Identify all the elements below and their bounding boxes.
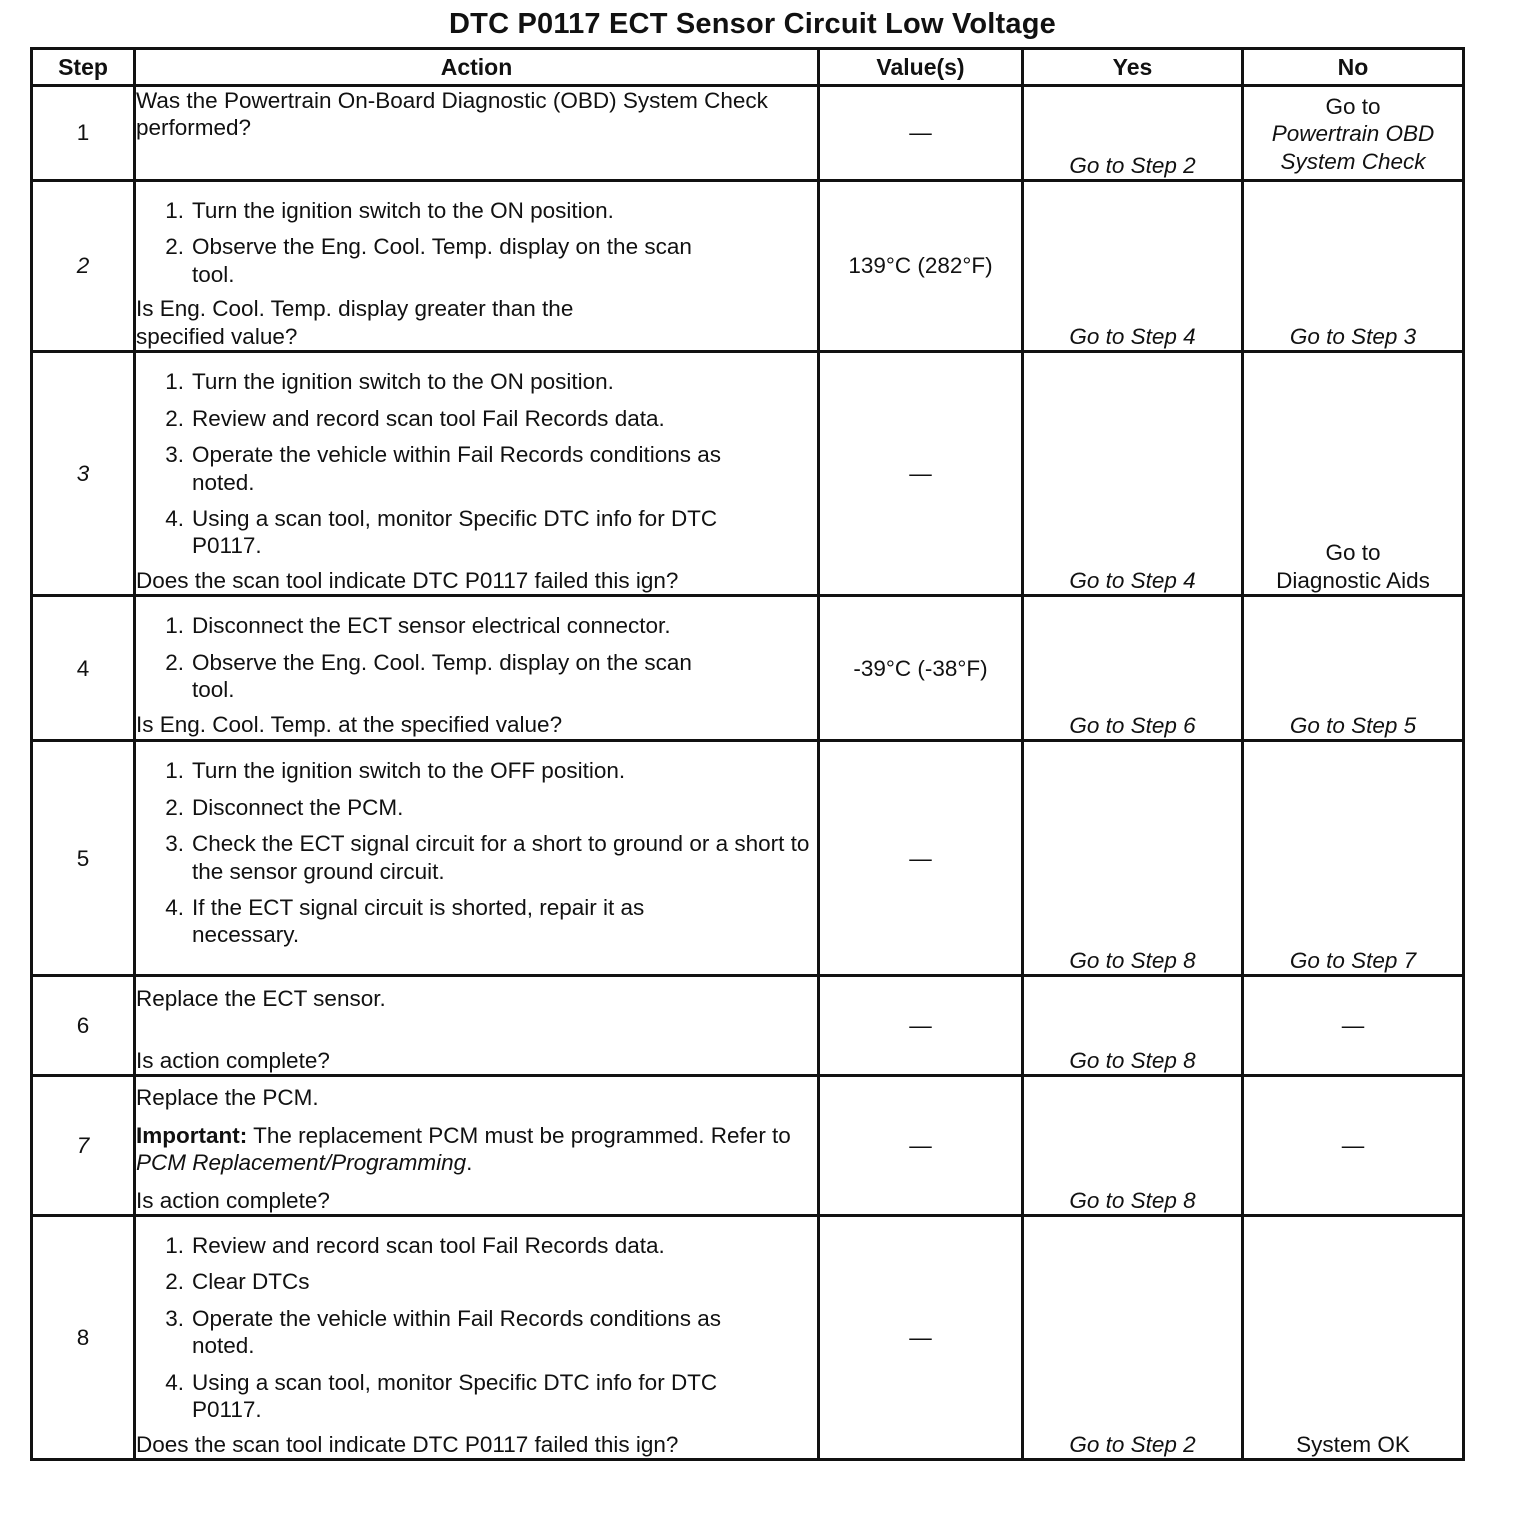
yes-goto: Go to Step 4 bbox=[1069, 567, 1196, 593]
table-row bbox=[32, 86, 1464, 181]
action-cell bbox=[135, 352, 819, 596]
yes-cell bbox=[1023, 976, 1243, 1076]
value-cell: — bbox=[819, 976, 1023, 1076]
action-question: Does the scan tool indicate DTC P0117 failed this ign? bbox=[136, 1431, 679, 1457]
yes-cell bbox=[1023, 741, 1243, 976]
step-number: 6 bbox=[32, 976, 135, 1076]
no-cell bbox=[1243, 181, 1464, 352]
action-step-item: Operate the vehicle within Fail Records conditions as noted. bbox=[192, 442, 722, 495]
yes-goto: Go to Step 2 bbox=[1069, 1431, 1196, 1457]
yes-cell bbox=[1023, 1076, 1243, 1216]
action-text: Replace the ECT sensor. bbox=[136, 986, 386, 1012]
action-cell bbox=[135, 86, 819, 181]
yes-cell bbox=[1023, 86, 1243, 181]
action-step-item: Turn the ignition switch to the ON position. bbox=[192, 369, 614, 395]
value-cell: — bbox=[819, 1216, 1023, 1460]
header-step: Step bbox=[32, 49, 135, 86]
no-goto: Go to Step 3 bbox=[1289, 323, 1417, 349]
action-step-item: If the ECT signal circuit is shorted, repair it as necessary. bbox=[192, 895, 645, 948]
table-row bbox=[32, 181, 1464, 352]
action-question: Is action complete? bbox=[136, 1187, 330, 1213]
yes-goto: Go to Step 8 bbox=[1069, 1047, 1196, 1073]
header-no: No bbox=[1243, 49, 1464, 86]
action-step-item: Review and record scan tool Fail Records data. bbox=[192, 1233, 665, 1258]
action-steps bbox=[136, 1232, 817, 1424]
action-cell bbox=[135, 741, 819, 976]
action-step-item: Using a scan tool, monitor Specific DTC info for DTC P0117. bbox=[192, 505, 718, 559]
no-cell bbox=[1243, 741, 1464, 976]
step-number: 1 bbox=[32, 86, 135, 181]
header-yes: Yes bbox=[1023, 49, 1243, 86]
action-steps bbox=[136, 368, 817, 560]
value-cell: — bbox=[819, 352, 1023, 596]
important-reference: PCM Replacement/Programming bbox=[136, 1150, 467, 1176]
table-header-row bbox=[32, 49, 1464, 86]
action-step-item: Turn the ignition switch to the OFF position. bbox=[192, 758, 626, 784]
yes-cell bbox=[1023, 181, 1243, 352]
important-label: Important: bbox=[136, 1122, 248, 1148]
action-step-item: Observe the Eng. Cool. Temp. display on the scan tool. bbox=[192, 649, 692, 703]
action-question: Does the scan tool indicate DTC P0117 failed this ign? bbox=[136, 567, 679, 593]
step-number: 3 bbox=[32, 352, 135, 596]
no-goto: Go to Step 5 bbox=[1289, 712, 1417, 738]
table-row bbox=[32, 596, 1464, 741]
no-line1: Go to bbox=[1325, 540, 1381, 566]
yes-goto: Go to Step 2 bbox=[1069, 152, 1196, 178]
action-text: Was the Powertrain On-Board Diagnostic (OBD) System Check performed? bbox=[136, 88, 768, 141]
action-question: Is Eng. Cool. Temp. at the specified value? bbox=[136, 711, 563, 737]
action-step-item: Observe the Eng. Cool. Temp. display on the scan tool. bbox=[192, 234, 692, 287]
action-step-item: Review and record scan tool Fail Records data. bbox=[192, 405, 665, 431]
action-cell bbox=[135, 596, 819, 741]
no-goto: Go to Step 7 bbox=[1289, 947, 1417, 973]
yes-cell bbox=[1023, 596, 1243, 741]
action-step-item: Disconnect the PCM. bbox=[192, 794, 404, 820]
yes-cell bbox=[1023, 1216, 1243, 1460]
action-question: Is action complete? bbox=[136, 1047, 330, 1073]
step-number: 2 bbox=[32, 181, 135, 352]
yes-goto: Go to Step 8 bbox=[1069, 1187, 1196, 1213]
no-cell bbox=[1243, 1216, 1464, 1460]
important-end: . bbox=[466, 1150, 473, 1176]
no-cell bbox=[1243, 352, 1464, 596]
action-cell bbox=[135, 1216, 819, 1460]
no-result: System OK bbox=[1296, 1431, 1410, 1457]
table-row bbox=[32, 1216, 1464, 1460]
action-step-item: Disconnect the ECT sensor electrical connector. bbox=[192, 613, 671, 639]
no-line2: Powertrain OBD System Check bbox=[1271, 121, 1435, 174]
table-row bbox=[32, 976, 1464, 1076]
action-cell bbox=[135, 181, 819, 352]
no-cell: — bbox=[1243, 976, 1464, 1076]
page-title: DTC P0117 ECT Sensor Circuit Low Voltage bbox=[449, 8, 1056, 40]
important-text: The replacement PCM must be programmed. Refer to bbox=[253, 1122, 791, 1148]
no-line1: Go to bbox=[1325, 94, 1381, 119]
table-row bbox=[32, 741, 1464, 976]
yes-goto: Go to Step 8 bbox=[1069, 947, 1196, 973]
action-step-item: Turn the ignition switch to the ON position. bbox=[192, 198, 614, 223]
yes-cell bbox=[1023, 352, 1243, 596]
no-cell: — bbox=[1243, 1076, 1464, 1216]
no-line2: Diagnostic Aids bbox=[1276, 567, 1430, 593]
action-question: Is Eng. Cool. Temp. display greater than the specified value? bbox=[136, 296, 574, 349]
step-number: 7 bbox=[32, 1076, 135, 1216]
action-steps bbox=[136, 197, 817, 288]
value-cell: — bbox=[819, 86, 1023, 181]
value-cell: -39°C (-38°F) bbox=[819, 596, 1023, 741]
step-number: 4 bbox=[32, 596, 135, 741]
action-text: Replace the PCM. bbox=[136, 1085, 319, 1111]
diagnostic-table bbox=[30, 47, 1465, 1461]
yes-goto: Go to Step 6 bbox=[1069, 712, 1196, 738]
no-cell bbox=[1243, 86, 1464, 181]
table-row bbox=[32, 1076, 1464, 1216]
action-step-item: Clear DTCs bbox=[192, 1269, 310, 1295]
action-step-item: Using a scan tool, monitor Specific DTC info for DTC P0117. bbox=[192, 1369, 718, 1423]
yes-goto: Go to Step 4 bbox=[1069, 323, 1196, 349]
header-action: Action bbox=[135, 49, 819, 86]
header-values: Value(s) bbox=[819, 49, 1023, 86]
step-number: 5 bbox=[32, 741, 135, 976]
action-cell bbox=[135, 976, 819, 1076]
action-steps bbox=[136, 612, 817, 703]
action-cell bbox=[135, 1076, 819, 1216]
action-step-item: Check the ECT signal circuit for a short to ground or a short to the sensor ground circuit. bbox=[192, 831, 810, 884]
table-row bbox=[32, 352, 1464, 596]
action-step-item: Operate the vehicle within Fail Records conditions as noted. bbox=[192, 1305, 722, 1359]
important-note bbox=[136, 1122, 817, 1177]
value-cell: — bbox=[819, 741, 1023, 976]
step-number: 8 bbox=[32, 1216, 135, 1460]
no-cell bbox=[1243, 596, 1464, 741]
action-steps bbox=[136, 757, 817, 949]
value-cell: — bbox=[819, 1076, 1023, 1216]
value-cell: 139°C (282°F) bbox=[819, 181, 1023, 352]
